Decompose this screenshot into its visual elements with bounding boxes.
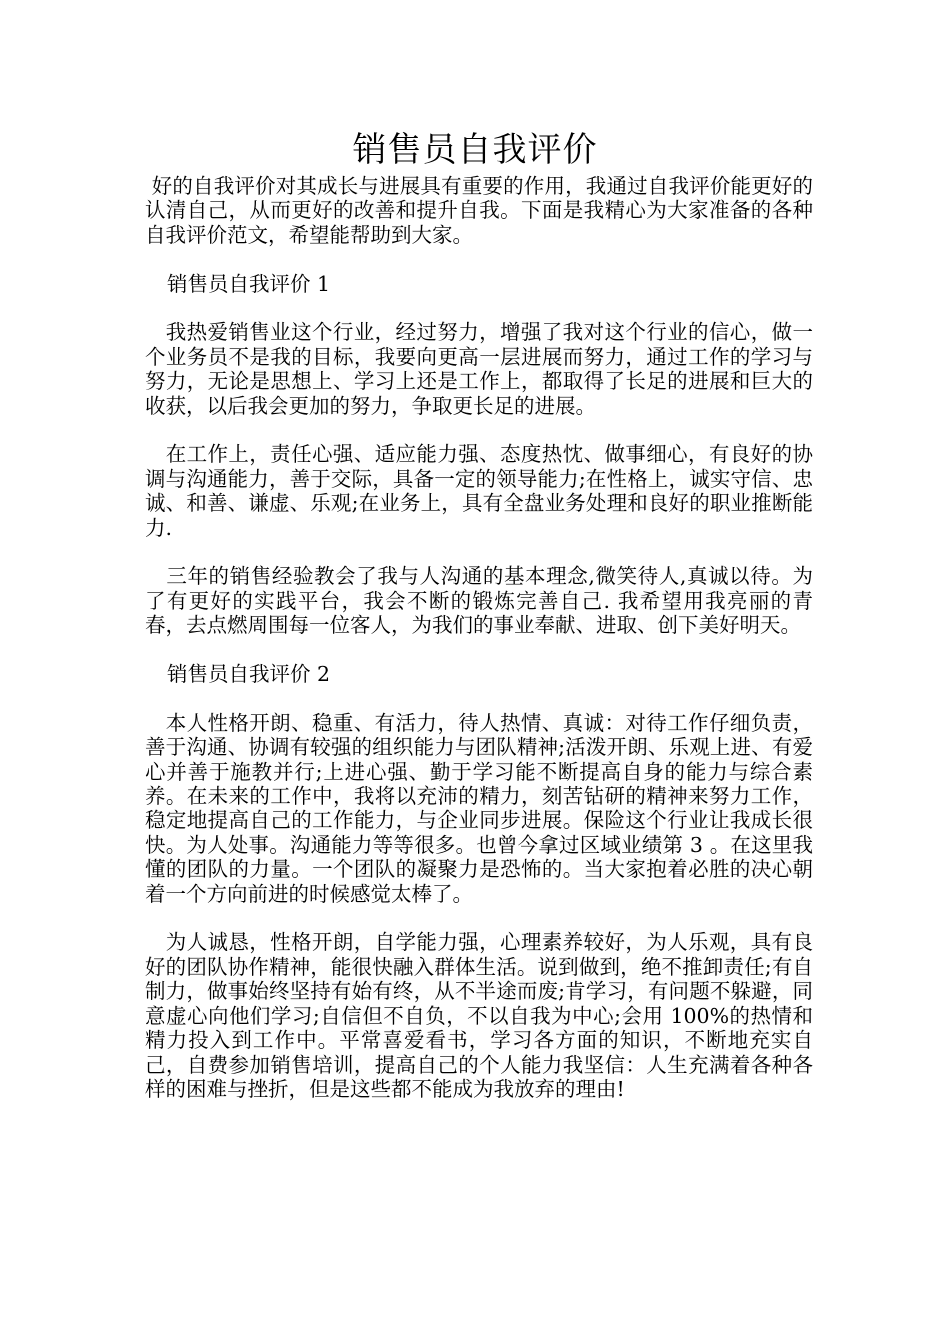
section-2-paragraph-1: 本人性格开朗、稳重、有活力，待人热情、真诚：对待工作仔细负责，善于沟通、协调有较强的组织能力与团队精神;活泼开朗、乐观上进、有爱心并善于施教并行;上进心强、勤于学习能不断提高自身的能力与综合素养。在未来的工作中，我将以充沛的精力，刻苦钻研的精神来努力工作，稳定地提高自己的工作能力，与企业同步进展。保险这个行业让我成长很快。为人处事。沟通能力等等很多。也曾今拿过区域业绩第 3 。在这里我懂的团队的力量。一个团队的凝聚力是恐怖的。当大家抱着必胜的决心朝着一个方向前进的时候感觉太棒了。 [145, 710, 813, 906]
paragraph-gap [145, 540, 813, 564]
section-1-paragraph-1: 我热爱销售业这个行业，经过努力，增强了我对这个行业的信心，做一个业务员不是我的目标，我要向更高一层进展而努力，通过工作的学习与努力，无论是思想上、学习上还是工作上，都取得了长足的进展和巨大的收获，以后我会更加的努力，争取更长足的进展。 [145, 320, 813, 418]
paragraph-gap [145, 296, 813, 320]
document-title: 销售员自我评价 [352, 130, 598, 170]
paragraph-gap [145, 686, 813, 710]
section-2-paragraph-2: 为人诚恳，性格开朗，自学能力强，心理素养较好，为人乐观，具有良好的团队协作精神，能很快融入群体生活。说到做到，绝不推卸责任;有自制力，做事始终坚持有始有终，从不半途而废;肯学习，有问题不躲避，同意虚心向他们学习;自信但不自负，不以自我为中心;会用 100%的热情和精力投入到工作中。平常喜爱看书，学习各方面的知识，不断地充实自己，自费参加销售培训，提高自己的个人能力我坚信：人生充满着各种各样的困难与挫折，但是这些都不能成为我放弃的理由! [145, 930, 813, 1101]
section-heading-1: 销售员自我评价 1 [167, 271, 331, 296]
section-1-paragraph-2: 在工作上，责任心强、适应能力强、态度热忱、做事细心，有良好的协调与沟通能力，善于交际，具备一定的领导能力;在性格上，诚实守信、忠诚、和善、谦虚、乐观;在业务上，具有全盘业务处理和良好的职业推断能力. [145, 442, 813, 540]
paragraph-gap [145, 418, 813, 442]
section-1-paragraph-3: 三年的销售经验教会了我与人沟通的基本理念,微笑待人,真诚以待。为了有更好的实践平台，我会不断的锻炼完善自己. 我希望用我亮丽的青春，去点燃周围每一位客人，为我们的事业奉献、进取、创下美好明天。 [145, 564, 813, 638]
section-heading-2: 销售员自我评价 2 [167, 662, 331, 687]
paragraph-gap [145, 906, 813, 930]
paragraph-gap [145, 638, 813, 662]
intro-paragraph: 好的自我评价对其成长与进展具有重要的作用，我通过自我评价能更好的认清自己，从而更好的改善和提升自我。下面是我精心为大家准备的各种自我评价范文，希望能帮助到大家。 [145, 174, 813, 247]
paragraph-gap [145, 247, 813, 271]
document-body [145, 174, 813, 1101]
